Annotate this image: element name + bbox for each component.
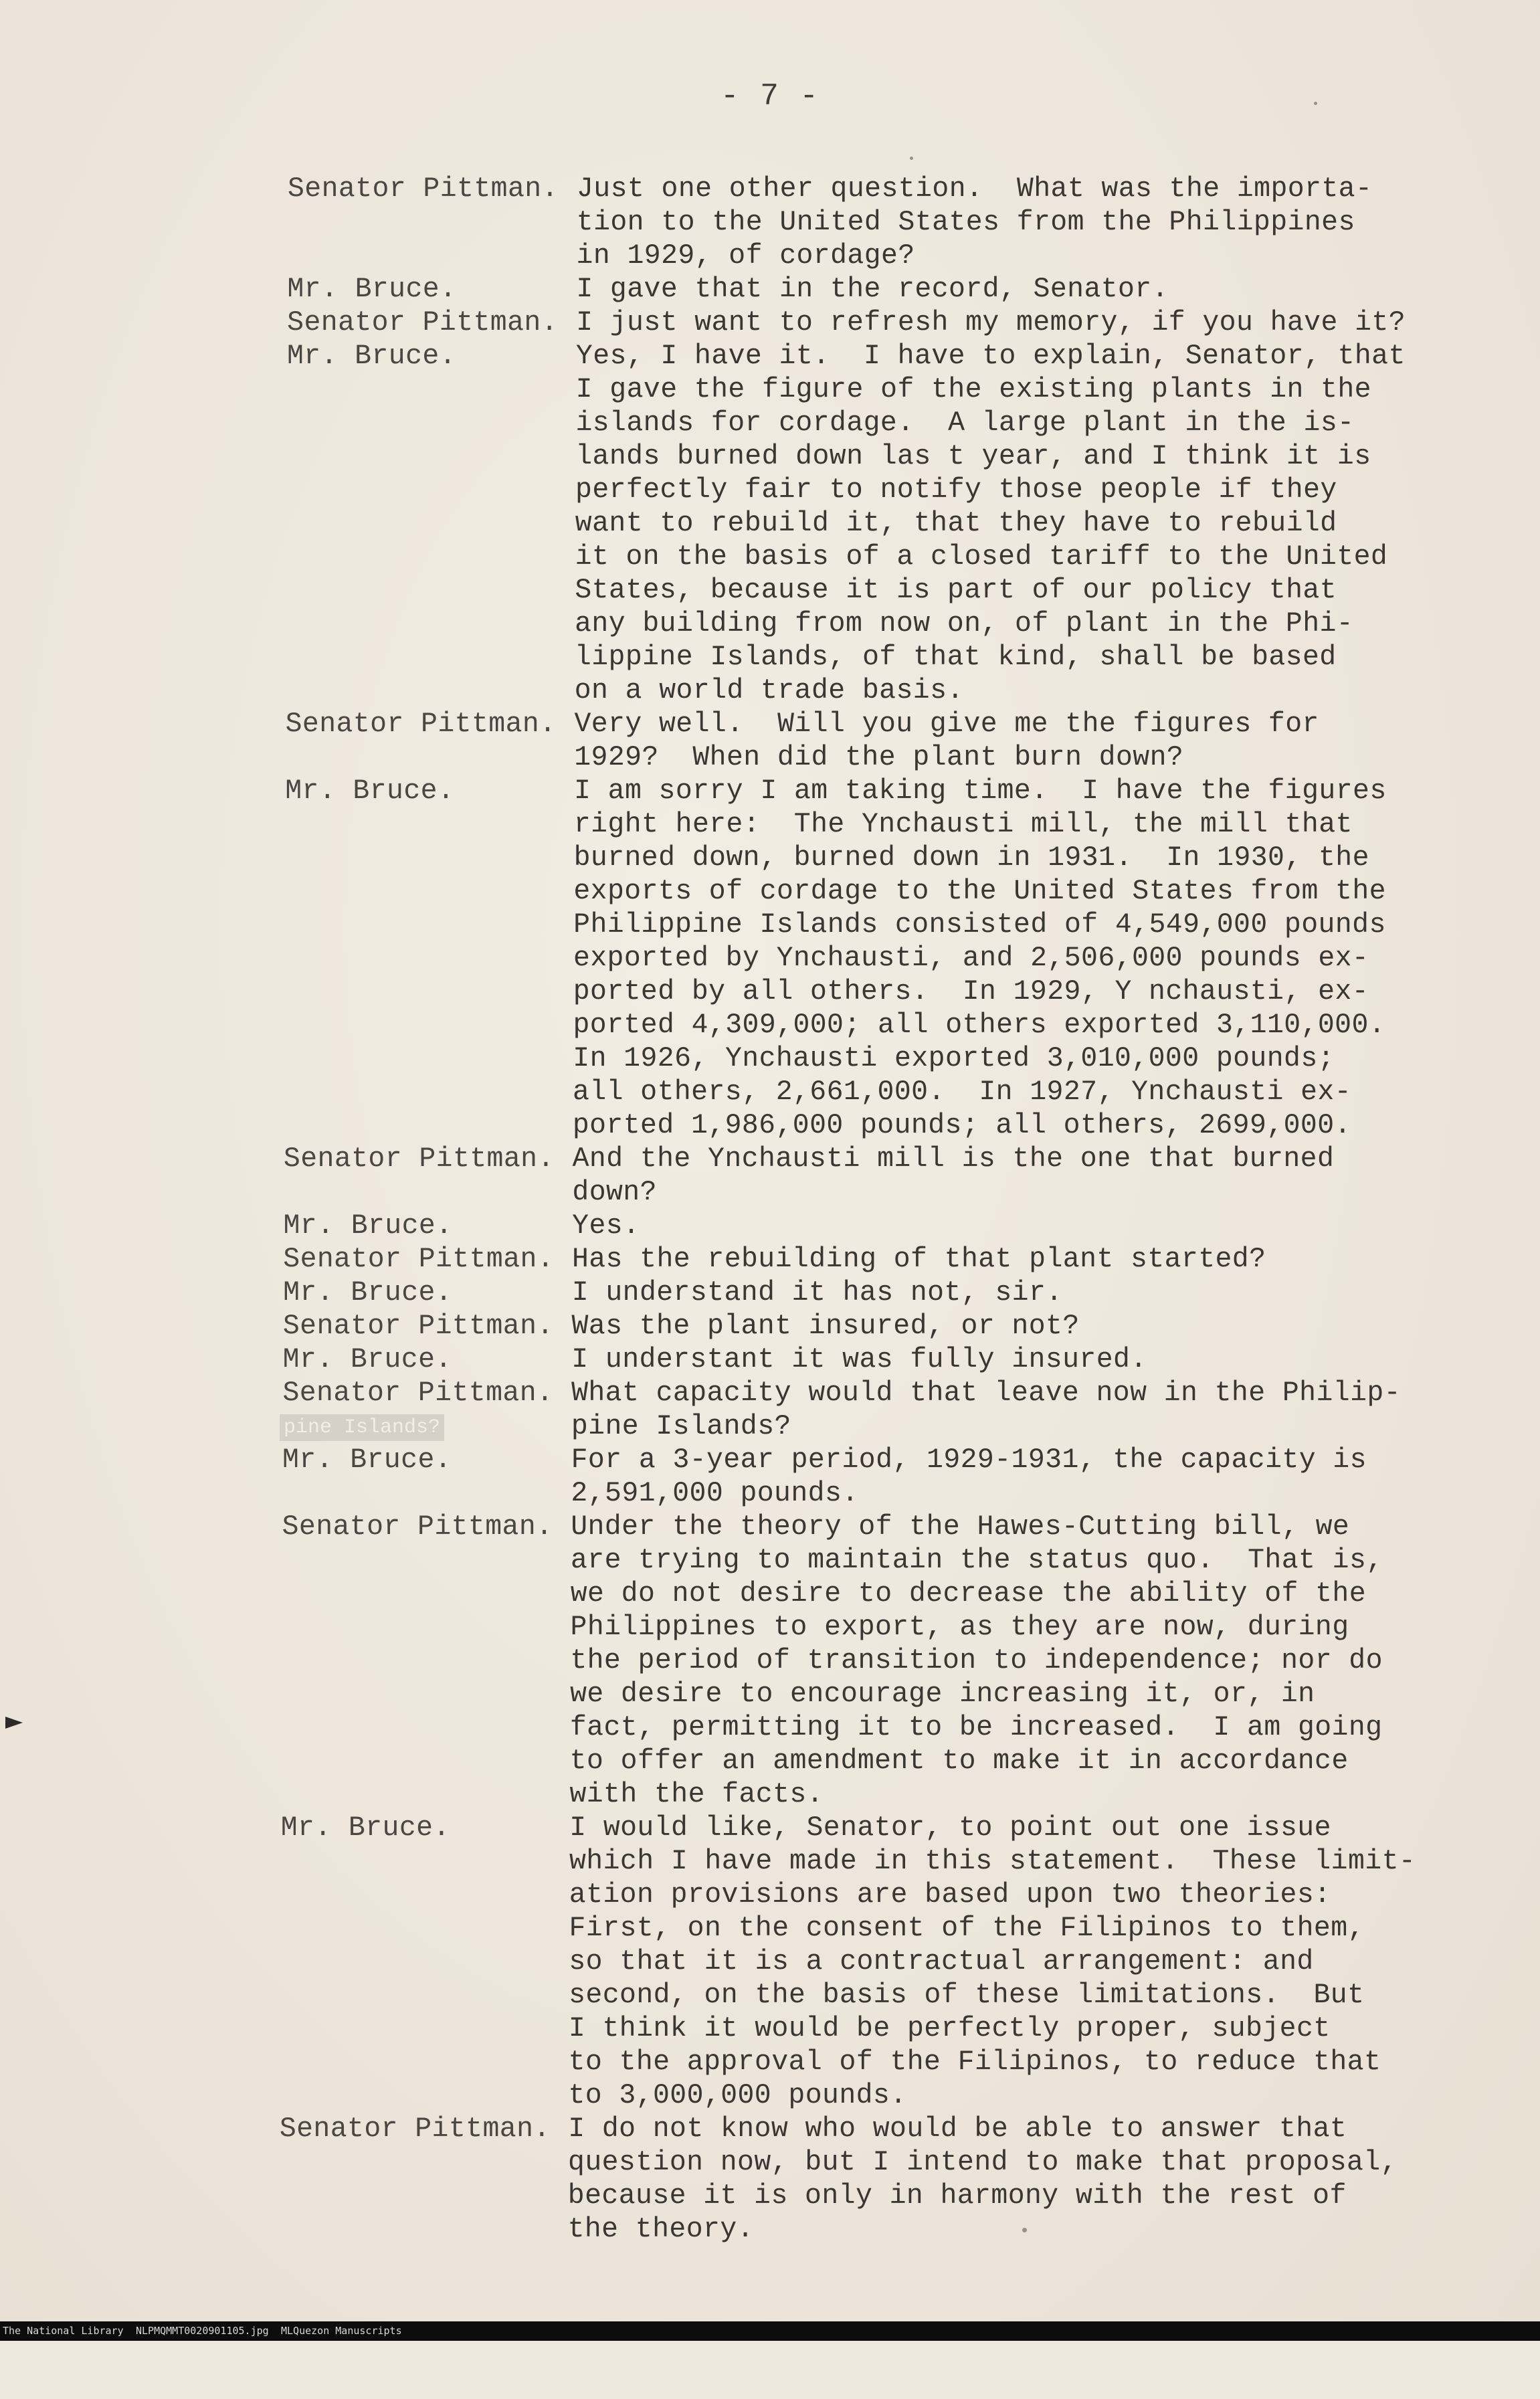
speaker-name: Senator Pittman. <box>282 1377 554 1409</box>
speech-line: down? <box>572 1177 657 1208</box>
paper-speck <box>910 157 913 160</box>
speech-line: I do not know who would be able to answer that <box>568 2113 1347 2145</box>
speech-line: exports of cordage to the United States from the <box>573 876 1386 907</box>
speech-line: I understand it has not, sir. <box>571 1277 1063 1309</box>
speech-line: Yes, I have it. I have to explain, Senator, that <box>575 341 1406 372</box>
margin-note: pine Islands? <box>280 1414 444 1441</box>
speech-line: Yes. <box>572 1210 640 1242</box>
paper-speck <box>1314 102 1317 105</box>
speech-line: because it is only in harmony with the rest of <box>567 2180 1347 2212</box>
speech-line: burned down, burned down in 1931. In 1930, the <box>573 842 1369 874</box>
speaker-name: Senator Pittman. <box>283 1244 555 1275</box>
speech-line: exported by Ynchausti, and 2,506,000 pounds ex- <box>573 943 1369 974</box>
speech-line: In 1926, Ynchausti exported 3,010,000 pounds; <box>573 1043 1335 1074</box>
speech-line: Very well. Will you give me the figures for <box>574 708 1319 740</box>
speech-line: I think it would be perfectly proper, subject <box>568 2013 1331 2044</box>
page-number: - 7 - <box>720 79 820 114</box>
speech-line: And the Ynchausti mill is the one that burned <box>572 1143 1335 1175</box>
speech-line: perfectly fair to notify those people if they <box>575 474 1337 506</box>
footer-collection: MLQuezon Manuscripts <box>281 2325 402 2337</box>
speech-line: to offer an amendment to make it in accordance <box>569 1745 1349 1777</box>
speech-line: ported by all others. In 1929, Y nchausti, ex- <box>573 976 1369 1007</box>
speech-line: 2,591,000 pounds. <box>571 1478 859 1509</box>
speech-line: I understant it was fully insured. <box>571 1344 1147 1375</box>
speech-line: on a world trade basis. <box>574 675 964 706</box>
speech-line: I just want to refresh my memory, if you have it? <box>576 307 1406 339</box>
margin-arrow-icon <box>5 1717 23 1729</box>
footer-file: NLPMQMMT0020901105.jpg <box>136 2325 269 2337</box>
speech-line: I am sorry I am taking time. I have the figures <box>574 775 1387 807</box>
speaker-name: Mr. Bruce. <box>283 1210 453 1242</box>
speech-line: lippine Islands, of that kind, shall be based <box>574 642 1337 673</box>
speech-line: Was the plant insured, or not? <box>571 1311 1080 1342</box>
speaker-name: Mr. Bruce. <box>286 341 456 372</box>
speaker-name: Mr. Bruce. <box>287 274 457 305</box>
speech-line: islands for cordage. A large plant in the is- <box>575 407 1355 439</box>
speech-line: Philippines to export, as they are now, during <box>570 1612 1349 1643</box>
speech-line: the period of transition to independence; nor do <box>570 1645 1383 1676</box>
speaker-name: Mr. Bruce. <box>282 1444 452 1476</box>
speech-line: we desire to encourage increasing it, or, in <box>570 1678 1315 1710</box>
speech-line: I gave the figure of the existing plants in the <box>575 374 1371 405</box>
footer-bar <box>0 2321 1540 2341</box>
speech-line: so that it is a contractual arrangement: and <box>569 1946 1314 1978</box>
speech-line: the theory. <box>567 2214 754 2245</box>
speech-line: pine Islands? <box>571 1411 791 1442</box>
speech-line: Philippine Islands consisted of 4,549,000 pounds <box>573 909 1386 941</box>
speech-line: First, on the consent of the Filipinos to them, <box>569 1913 1365 1944</box>
speech-line: I would like, Senator, to point out one issue <box>569 1812 1331 1844</box>
speaker-name: Senator Pittman. <box>287 307 559 339</box>
speaker-name: Senator Pittman. <box>282 1511 553 1543</box>
speech-line: with the facts. <box>569 1779 824 1810</box>
speaker-name: Senator Pittman. <box>285 708 557 740</box>
speech-line: we do not desire to decrease the ability of the <box>570 1578 1367 1610</box>
speech-line: to 3,000,000 pounds. <box>568 2080 907 2111</box>
speech-line: What capacity would that leave now in the Philip- <box>571 1377 1401 1409</box>
speech-line: Has the rebuilding of that plant started? <box>571 1244 1266 1275</box>
speech-line: States, because it is part of our policy that <box>575 575 1337 606</box>
speaker-name: Senator Pittman. <box>283 1143 555 1175</box>
speech-line: ported 1,986,000 pounds; all others, 2699,000. <box>572 1110 1351 1141</box>
speech-line: 1929? When did the plant burn down? <box>574 742 1184 773</box>
speech-line: all others, 2,661,000. In 1927, Ynchausti ex- <box>573 1076 1352 1108</box>
speech-line: Under the theory of the Hawes-Cutting bill, we <box>571 1511 1350 1543</box>
speech-line: ported 4,309,000; all others exported 3,110,000. <box>573 1010 1386 1041</box>
speech-line: which I have made in this statement. These limit- <box>569 1846 1416 1877</box>
speech-line: Just one other question. What was the importa- <box>577 173 1373 205</box>
speech-line: fact, permitting it to be increased. I am going <box>569 1712 1383 1743</box>
speech-line: it on the basis of a closed tariff to the United <box>575 541 1388 573</box>
speech-line: right here: The Ynchausti mill, the mill that <box>573 809 1353 840</box>
speech-line: I gave that in the record, Senator. <box>576 274 1169 305</box>
speech-line: want to rebuild it, that they have to rebuild <box>575 508 1337 539</box>
speech-line: are trying to maintain the status quo. That is, <box>570 1545 1383 1576</box>
speech-line: question now, but I intend to make that proposal, <box>568 2147 1398 2178</box>
speaker-name: Senator Pittman. <box>282 1311 554 1342</box>
speech-line: For a 3-year period, 1929-1931, the capacity is <box>571 1444 1367 1476</box>
speech-line: tion to the United States from the Philippines <box>576 207 1355 238</box>
speaker-name: Senator Pittman. <box>288 173 559 205</box>
speaker-name: Senator Pittman. <box>279 2113 551 2145</box>
paper-speck <box>1022 2228 1027 2232</box>
speech-line: second, on the basis of these limitations. But <box>569 1980 1365 2011</box>
speech-line: lands burned down las t year, and I think it is <box>575 441 1371 472</box>
speech-line: any building from now on, of plant in the Phi- <box>575 608 1354 640</box>
footer-library: The National Library <box>3 2325 124 2337</box>
speaker-name: Mr. Bruce. <box>283 1277 453 1309</box>
speaker-name: Mr. Bruce. <box>285 775 455 807</box>
speaker-name: Mr. Bruce. <box>280 1812 450 1844</box>
speaker-name: Mr. Bruce. <box>282 1344 452 1375</box>
speech-line: in 1929, of cordage? <box>576 240 915 272</box>
speech-line: ation provisions are based upon two theories: <box>569 1879 1331 1911</box>
speech-line: to the approval of the Filipinos, to reduce that <box>568 2046 1381 2078</box>
